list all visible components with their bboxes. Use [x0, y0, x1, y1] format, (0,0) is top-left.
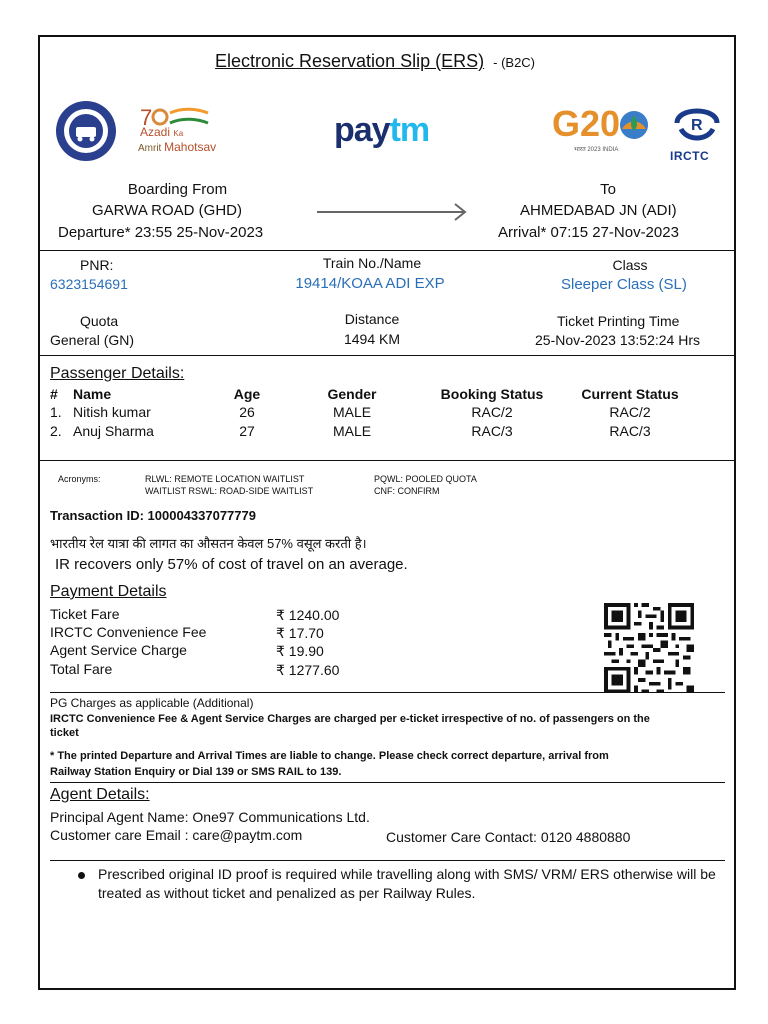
agent-charge-amount: ₹ 19.90: [276, 643, 324, 659]
hindi-cost-note: भारतीय रेल यात्रा की लागत का औसतन केवल 57% वसूल करती है।: [50, 536, 367, 551]
paytm-pay-text: pay: [334, 111, 390, 149]
col-header-gender: Gender: [327, 386, 377, 402]
agent-charge-label: Agent Service Charge: [50, 642, 187, 658]
irctc-text: IRCTC: [670, 149, 710, 163]
lotus-globe-icon: [618, 109, 650, 141]
arrival-time: Arrival* 07:15 27-Nov-2023: [498, 224, 679, 241]
passenger-name: Anuj Sharma: [73, 423, 154, 439]
g20-text: G20: [552, 103, 621, 144]
passenger-current-status: RAC/2: [609, 404, 651, 420]
acronym-cnf: CNF: CONFIRM: [374, 486, 440, 496]
acronym-rswl: WAITLIST RSWL: ROAD-SIDE WAITLIST: [145, 486, 314, 496]
ers-document: [38, 35, 736, 990]
passenger-booking-status: RAC/3: [471, 423, 513, 439]
passenger-no: 1.: [50, 404, 62, 420]
customer-care-contact: Customer Care Contact: 0120 4880880: [386, 829, 631, 845]
fee-note-line1: IRCTC Convenience Fee & Agent Service Charges are charged per e-ticket irrespective of no. of passengers on the: [50, 713, 650, 725]
principal-agent: Principal Agent Name: One97 Communications Ltd.: [50, 809, 370, 825]
departure-time: Departure* 23:55 25-Nov-2023: [58, 224, 264, 241]
pnr-label: PNR:: [80, 257, 114, 273]
transaction-id: Transaction ID: 100004337077779: [50, 508, 256, 523]
boarding-label: Boarding From: [127, 181, 228, 198]
svg-text:R: R: [691, 117, 703, 134]
id-proof-note-line2: treated as without ticket and penalized as per Railway Rules.: [98, 885, 476, 901]
distance-label: Distance: [344, 311, 400, 327]
id-proof-note-line1: Prescribed original ID proof is required while travelling along with SMS/ VRM/ ERS otherwise will be: [98, 866, 716, 882]
col-header-name: Name: [73, 386, 112, 402]
train-value: 19414/KOAA ADI EXP: [295, 275, 445, 292]
passenger-current-status: RAC/3: [609, 423, 651, 439]
arrow-right-icon: [317, 202, 469, 222]
class-label: Class: [612, 257, 648, 273]
acronyms-label: Acronyms:: [58, 474, 101, 484]
col-header-current-status: Current Status: [581, 386, 679, 402]
passenger-name: Nitish kumar: [73, 404, 151, 420]
indian-railways-emblem-icon: [54, 99, 118, 163]
payment-details-title: Payment Details: [50, 583, 167, 600]
acronym-rlwl: RLWL: REMOTE LOCATION WAITLIST: [145, 474, 305, 484]
divider: [40, 460, 734, 461]
col-header-no: #: [50, 386, 58, 402]
divider: [50, 692, 725, 693]
title-subtitle: - (B2C): [493, 55, 536, 70]
col-header-booking-status: Booking Status: [440, 386, 544, 402]
irctc-logo: [667, 97, 727, 167]
divider: [50, 782, 725, 783]
paytm-tm-text: tm: [389, 111, 430, 149]
passenger-booking-status: RAC/2: [471, 404, 513, 420]
passenger-no: 2.: [50, 423, 62, 439]
class-value: Sleeper Class (SL): [561, 276, 687, 293]
mahotsav-text: Mahotsav: [164, 140, 217, 154]
amrit-text: Amrit: [138, 143, 162, 154]
ticket-fare-amount: ₹ 1240.00: [276, 607, 340, 623]
passenger-gender: MALE: [332, 404, 372, 420]
quota-label: Quota: [80, 313, 119, 329]
paytm-logo: [334, 111, 429, 150]
customer-care-email: Customer care Email : care@paytm.com: [50, 827, 303, 843]
fee-note-line2: ticket: [50, 727, 79, 739]
azadi-text: Azadi: [140, 125, 171, 139]
svg-text:7: 7: [140, 105, 153, 130]
bullet-icon: [78, 872, 85, 879]
g20-logo: [552, 103, 652, 159]
passenger-gender: MALE: [332, 423, 372, 439]
ticket-fare-label: Ticket Fare: [50, 606, 120, 622]
pg-charges-note: PG Charges as applicable (Additional): [50, 696, 254, 710]
passenger-age: 27: [239, 423, 255, 439]
passenger-age: 26: [239, 404, 255, 420]
destination-station: AHMEDABAD JN (ADI): [520, 202, 677, 219]
total-fare-amount: ₹ 1277.60: [276, 662, 340, 678]
quota-value: General (GN): [50, 332, 135, 348]
passenger-details-title: Passenger Details:: [50, 365, 185, 382]
train-label: Train No./Name: [322, 255, 422, 271]
convenience-fee-amount: ₹ 17.70: [276, 625, 324, 641]
print-time-label: Ticket Printing Time: [557, 313, 680, 329]
distance-value: 1494 KM: [343, 331, 401, 347]
title-text: Electronic Reservation Slip (ERS): [215, 51, 485, 71]
azadi-ka-amrit-mahotsav-logo: [138, 103, 233, 161]
col-header-age: Age: [233, 386, 261, 402]
pnr-value: 6323154691: [50, 276, 128, 292]
acronym-pqwl: PQWL: POOLED QUOTA: [374, 474, 477, 484]
agent-details-title: Agent Details:: [50, 786, 150, 803]
irctc-emblem-icon: [667, 97, 727, 147]
g20-tagline: भारत 2023 INDIA: [574, 147, 619, 153]
divider: [40, 250, 734, 251]
time-note-line1: * The printed Departure and Arrival Times are liable to change. Please check correct departure, arrival from: [50, 750, 609, 762]
qr-code-icon: [601, 603, 697, 693]
convenience-fee-label: IRCTC Convenience Fee: [50, 624, 207, 640]
divider: [50, 860, 725, 861]
cost-recovery-note: IR recovers only 57% of cost of travel on an average.: [55, 556, 408, 573]
azadi-ka-text: Ka: [173, 129, 184, 138]
print-time-value: 25-Nov-2023 13:52:24 Hrs: [535, 332, 700, 348]
boarding-station: GARWA ROAD (GHD): [92, 202, 243, 219]
to-label: To: [600, 181, 616, 198]
total-fare-label: Total Fare: [50, 661, 113, 677]
document-title: [215, 51, 535, 72]
time-note-line2: Railway Station Enquiry or Dial 139 or SMS RAIL to 139.: [50, 766, 342, 778]
divider: [40, 355, 734, 356]
